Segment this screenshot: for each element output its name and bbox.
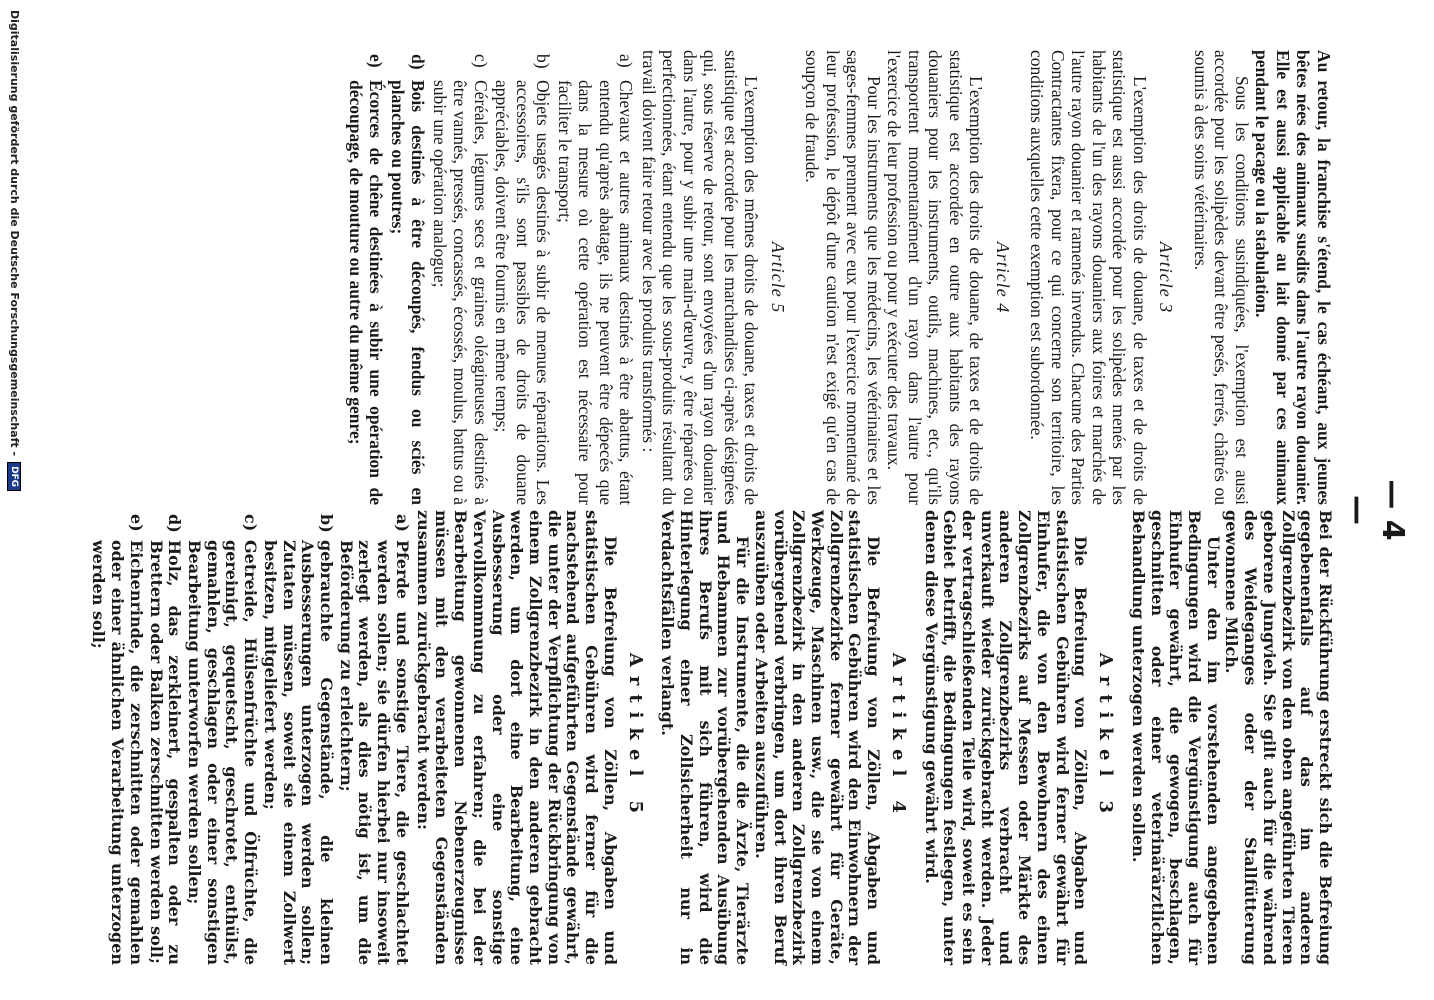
de-article-4-paragraph-2: Für die Instrumente, die die Ärzte, Tierärzte und Hebammen zur vorübergehenden Ausübung ihres Berufs mit sich führen, wird die Hinterlegung einer Zollsicherheit nur in Verdachtsfällen verlangt. <box>658 510 753 965</box>
list-item-label: e) <box>126 514 146 532</box>
de-article-5-heading: Artikel 5 <box>624 652 646 823</box>
list-item <box>430 50 492 505</box>
list-item-label: b) <box>317 514 337 533</box>
list-item <box>555 50 637 505</box>
list-item-text: Getreide, Hülsenfrüchte und Ölfrüchte, die gereinigt, gequetscht, geschrotet, enthülst, gemahlen, geschlagen oder einer sonstigen Bearbeitung unterworfen werden sollen; <box>185 540 261 965</box>
list-item-label: d) <box>165 514 185 533</box>
fr-article-5-text: L'exemption des mêmes droits de douane, taxes et droits de statistique est accordée pour les marchandises ci-après désignées qui, sous réserve de retour, sont envoyées d'un rayon douanier dans l'autre, pour y subir une main-d'œuvre, y être réparées ou perfectionnées, étant entendu que les sous-produits résultant du travail doivent faire retour avec les produits transformés : <box>639 50 762 505</box>
list-item <box>388 50 429 505</box>
list-item-text: gebrauchte Gegenstände, die kleinen Ausbesserungen unterzogen werden sollen; Zutaten müssen, soweit sie einem Zollwert besitzen, mitgeliefert werden; <box>260 540 337 965</box>
de-article-3-heading: Artikel 3 <box>1095 652 1117 823</box>
list-item <box>346 50 387 505</box>
list-item <box>184 510 259 965</box>
de-intro-paragraph-2: Unter den im vorstehenden angegebenen Bedingungen wird die Vergünstigung auch für Einhufer gewährt, die gewogen, beschlagen, geschnitten oder einer veterinärärztlichen Behandlung unterzogen werden sollen. <box>1128 510 1223 965</box>
list-item <box>89 510 145 965</box>
credit-text: Digitalisierung gefördert durch die Deutsche Forschungsgemeinschaft - <box>8 10 21 457</box>
list-item-label: e) <box>366 54 387 68</box>
french-column <box>345 50 1335 505</box>
fr-intro-paragraph-2: Sous les conditions susindiquées, l'exemption est aussi accordée pour les solipèdes devant être pesés, ferrés, châtrés ou soumis à des soins vétérinaires. <box>1191 50 1252 505</box>
list-item-text: Céréales, légumes secs et graines oléagineuses destinés à être vannés, pressés, concassés, écossés, moulus, battus ou à subir une opération analogue; <box>430 80 491 505</box>
de-article-5-list <box>89 510 411 965</box>
list-item-label: a) <box>392 514 412 532</box>
list-item-label: c) <box>241 514 261 532</box>
fr-article-5-list <box>346 50 637 505</box>
list-item-label: d) <box>408 54 429 70</box>
fr-article-3-text: L'exemption des droits de douane, de taxes et de droits de statistique est aussi accordée pour les solipèdes menés par les habitants de l'un des rayons douaniers aux foires et marchés de l'autre rayon douanier et ramenés invendus. Chacune des Parties Contractantes fixera, pour ce qui concerne son territoire, les conditions auxquelles cette exemption est subordonnée. <box>1027 50 1150 505</box>
de-article-3-text: Die Befreiung von Zöllen, Abgaben und statistischen Gebühren wird ferner gewährt für Einhufer, die von den Bewohnern des einen Zollgrenzbezirks auf Messen oder Märkte des anderen Zollgrenzbezirks verbracht und unverkauft wieder zurückgebracht werden. Jeder der vertragschließenden Teile wird, soweit es sein Gebiet betrifft, die Bedingungen festlegen, unter denen diese Vergünstigung gewährt wird. <box>921 510 1091 965</box>
page-number: — 4 — <box>1340 479 1410 541</box>
list-item <box>336 510 411 965</box>
list-item-text: Écorces de chêne destinées à subir une opération de découpage, de mouture ou autre du même genre; <box>346 80 387 505</box>
list-item-label: a) <box>616 54 637 68</box>
de-intro-paragraph-1: Bei der Rückführung erstreckt sich die Befreiung gegebenenfalls auf das im anderen Zollgrenzbezirk von den oben angeführten Tieren geborene Jungvieh. Sie gilt auch für die während des Weideganges oder der Stallfütterung gewonnene Milch. <box>1222 510 1335 965</box>
list-item-text: Objets usagés destinés à subir de menues réparations. Les accessoires, s'ils sont passibles de droits de douane appréciables, doivent être fournis en même temps; <box>492 80 554 505</box>
fr-article-4-heading: Article 4 <box>993 241 1013 314</box>
list-item-text: Bois destinés à être découpés, fendus ou sciés en planches ou poutres; <box>388 80 429 505</box>
fr-article-3-heading: Article 3 <box>1156 241 1177 314</box>
fr-article-5-heading: Article 5 <box>768 241 788 314</box>
list-item <box>492 50 554 505</box>
list-item <box>260 510 335 965</box>
list-item <box>146 510 183 965</box>
german-column <box>88 510 1334 965</box>
de-article-4-paragraph-1: Die Befreiung von Zöllen, Abgaben und statistischen Gebühren wird den Einwohnern der Zollgrenzbezirke ferner gewährt für Geräte, Werkzeuge, Maschinen usw., die sie von einem Zollgrenzbezirk in den anderen Zollgrenzbezirk vorübergehend verbringen, um dort ihren Beruf auszuüben oder Arbeiten auszuführen. <box>751 510 884 965</box>
de-article-4-heading: Artikel 4 <box>887 652 909 823</box>
list-item-text: Pferde und sonstige Tiere, die geschlachtet werden sollen; sie dürfen hierbei nur insoweit zerlegt werden, als dies nötig ist, um die Beförderung zu erleichtern; <box>336 540 412 965</box>
de-article-5-text: Die Befreiung von Zöllen, Abgaben und statistischen Gebühren wird ferner für die nachstehend aufgeführten Gegenstände gewährt, die unter der Verpflichtung der Rückbringung von einem Zollgrenzbezirk in den anderen gebracht werden, um dort eine Bearbeitung, eine Ausbesserung oder eine sonstige Vervollkommnung zu erfahren; die bei der Bearbeitung gewonnenen Nebenerzeugnisse müssen mit den verarbeiteten Gegenständen zusammen zurückgebracht werden: <box>413 510 620 965</box>
fr-article-4-paragraph-1: L'exemption des droits de douane, de taxes et de droits de statistique est accordée en outre aux habitants des rayons douaniers pour les instruments, outils, machines, etc., qu'ils transportent momentanément d'un rayon dans l'autre pour l'exercice de leur profession ou pour y exécuter des travaux. <box>884 50 987 505</box>
list-item-text: Eichenrinde, die zerschnitten oder gemahlen oder einer ähnlichen Verarbeitung unterzogen werden soll; <box>89 540 146 965</box>
dfg-logo: DFG <box>7 462 21 491</box>
fr-article-4-paragraph-2: Pour les instruments que les médecins, les vétérinaires et les sages-femmes prennent avec eux pour l'exercice momentané de leur profession, le dépôt d'une caution n'est exigé qu'en cas de soupçon de fraude. <box>802 50 884 505</box>
fr-intro-paragraph-1: Au retour, la franchise s'étend, le cas échéant, aux jeunes bêtes nées des animaux susdits dans l'autre rayon douanier. Elle est aussi applicable au lait donné par ces animaux pendant le pacage ou la stabulation. <box>1252 50 1334 505</box>
list-item-label: c) <box>471 54 491 68</box>
list-item-text: Holz, das zerkleinert, gespalten oder zu Brettern oder Balken zerschnitten werden soll; <box>146 540 185 965</box>
list-item-text: Chevaux et autres animaux destinés à être abattus, étant entendu qu'après abatage, ils ne peuvent être dépecés que dans la mesure où cette opération est nécessaire pour faciliter le transport; <box>555 80 637 505</box>
list-item-label: b) <box>533 54 554 69</box>
